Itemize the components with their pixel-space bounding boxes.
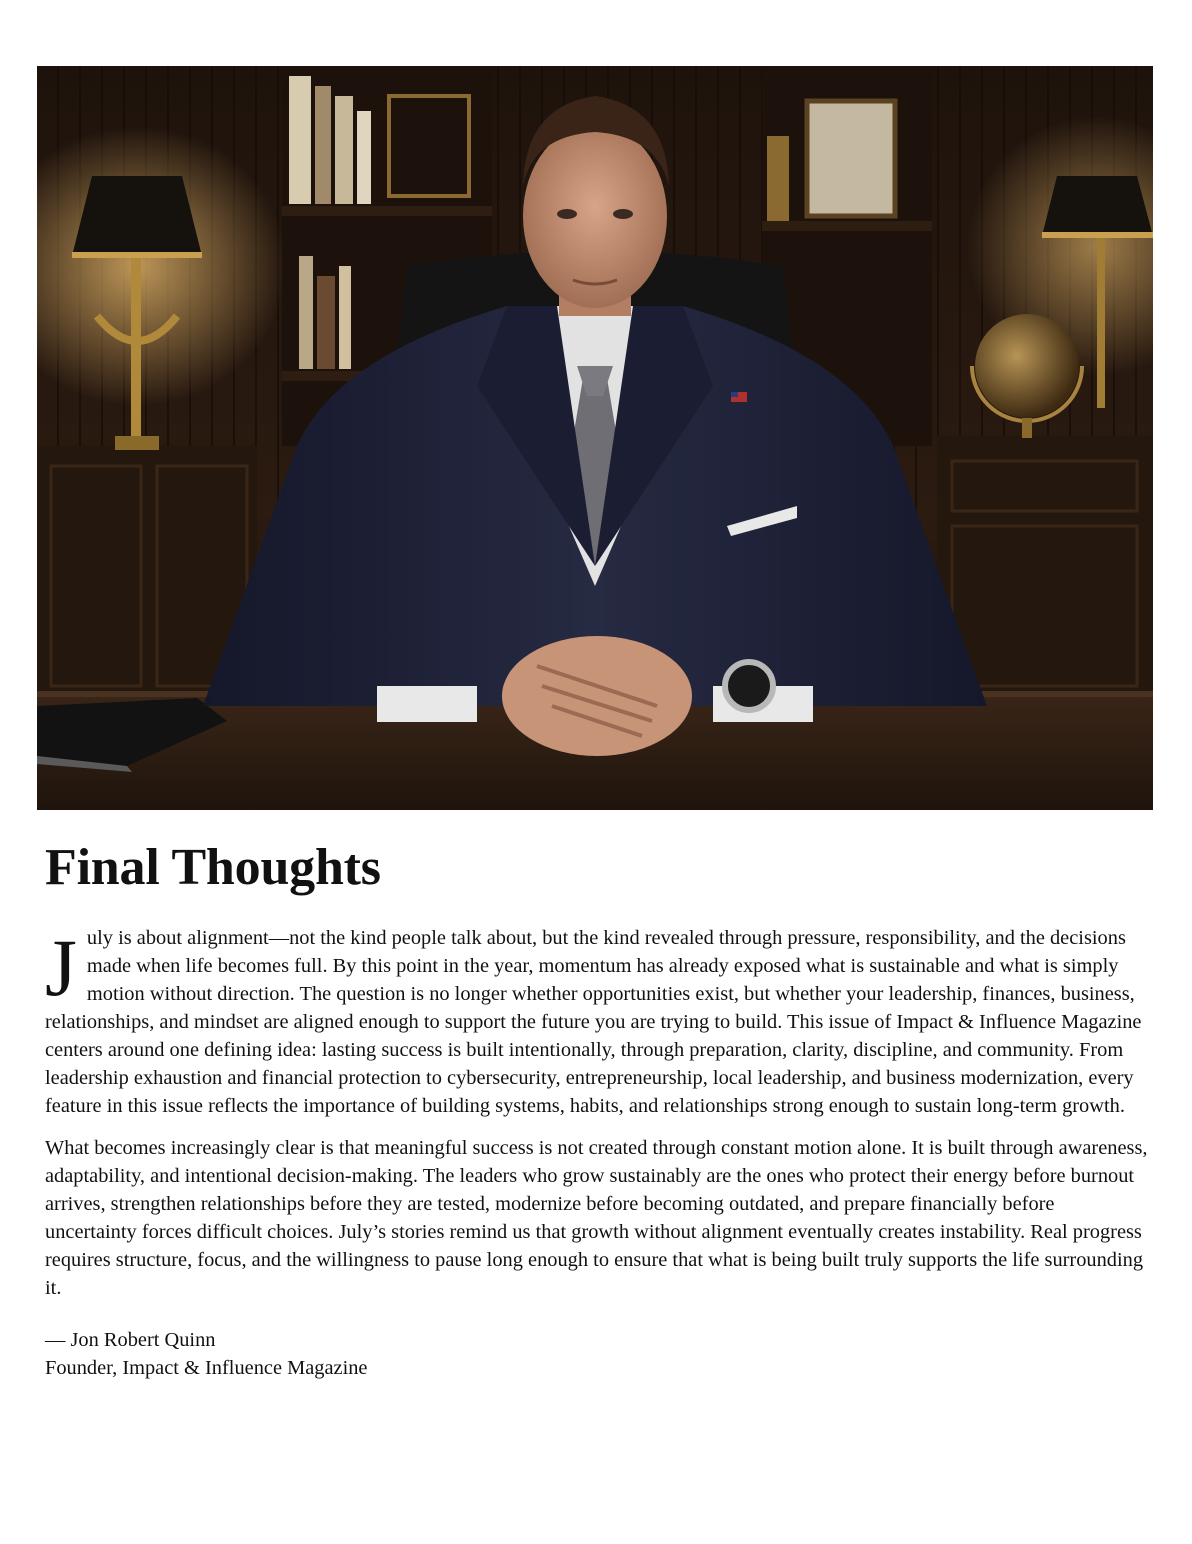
signature-name: — Jon Robert Quinn <box>45 1329 216 1351</box>
drop-cap: J <box>45 922 77 1013</box>
signature-block <box>45 1326 1150 1382</box>
paragraph-1 <box>45 924 1150 1120</box>
paragraph-2: What becomes increasingly clear is that meaningful success is not created through constant motion alone. It is built through awareness, adaptability, and intentional decision-making. The leaders who grow sustainably are the ones who protect their energy before burnout arrives, strengthen relationships before they are tested, modernize before becoming outdated, and prepare financially before uncertainty forces difficult choices. July’s stories remind us that growth without alignment eventually creates instability. Real progress requires structure, focus, and the willingness to pause long enough to ensure that what is being built truly supports the life surrounding it. <box>45 1137 1148 1299</box>
portrait-photo <box>37 66 1153 810</box>
article <box>45 832 1150 1382</box>
article-title: Final Thoughts <box>45 839 381 896</box>
paragraph-1-text: uly is about alignment—not the kind people talk about, but the kind revealed through pressure, responsibility, and the decisions made when life becomes full. By this point in the year, momentum has already exposed what is sustainable and what is simply motion without direction. The question is no longer whether opportunities exist, but whether your leadership, finances, business, relationships, and mindset are aligned enough to support the future you are trying to build. This issue of Impact & Influence Magazine centers around one defining idea: lasting success is built intentionally, through preparation, clarity, discipline, and community. From leadership exhaustion and financial protection to cybersecurity, entrepreneurship, local leadership, and business modernization, every feature in this issue reflects the importance of building systems, habits, and relationships strong enough to sustain long-term growth. <box>45 927 1142 1117</box>
signature-title: Founder, Impact & Influence Magazine <box>45 1357 368 1379</box>
